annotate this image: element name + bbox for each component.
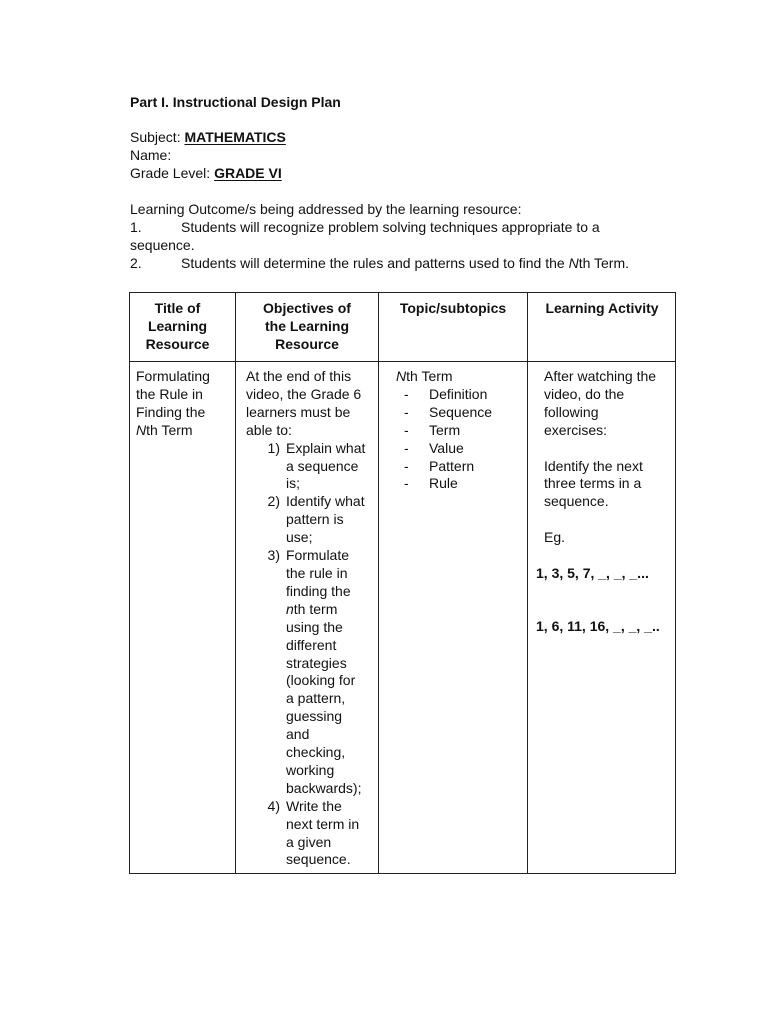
header-objectives: Objectives of the Learning Resource xyxy=(263,300,351,352)
topics-cell xyxy=(396,368,526,493)
name-label: Name: xyxy=(130,147,172,163)
subtopic-item: - Rule xyxy=(404,475,458,492)
grade-value: GRADE VI xyxy=(214,165,282,181)
grade-label: Grade Level: xyxy=(130,165,211,181)
instructional-plan-table xyxy=(129,292,676,874)
outcome-2-number: 2. xyxy=(130,255,142,271)
objective-item: 3) Formulate the rule in finding the nth term using the different strategies (looking for a pattern, guessing and checking, working backwards); xyxy=(267,547,362,796)
header-activity: Learning Activity xyxy=(545,300,659,316)
subject-label: Subject: xyxy=(130,129,181,145)
grade-line xyxy=(130,164,282,182)
outcome-2-text: Students will determine the rules and patterns used to find the Nth Term. xyxy=(181,255,630,271)
outcome-1-text: Students will recognize problem solving techniques appropriate to a xyxy=(181,219,600,235)
objective-item: 1) Explain what a sequence is; xyxy=(267,439,366,492)
header-topics: Topic/subtopics xyxy=(399,300,507,316)
title-cell: Formulating the Rule in Finding the Nth Term xyxy=(136,368,210,438)
subtopic-item: - Value xyxy=(404,439,464,456)
column-divider xyxy=(235,293,236,873)
column-divider xyxy=(527,293,528,873)
objective-item: 4) Write the next term in a given sequence. xyxy=(267,797,360,868)
subject-line xyxy=(130,128,286,146)
column-divider xyxy=(378,293,379,873)
header-title: Title of Learning Resource xyxy=(145,300,210,352)
sequence-example-2: 1, 6, 11, 16, _, _, _.. xyxy=(536,618,660,634)
subtopic-item: - Term xyxy=(404,421,461,438)
topic-main: Nth Term xyxy=(396,368,453,384)
subtopic-item: - Sequence xyxy=(404,403,493,420)
subtopic-item: - Definition xyxy=(404,385,488,402)
example-label: Eg. xyxy=(544,529,566,546)
part-title: Part I. Instructional Design Plan xyxy=(130,94,341,110)
subject-value: MATHEMATICS xyxy=(184,129,286,145)
objective-item: 2) Identify what pattern is use; xyxy=(267,493,365,546)
header-divider xyxy=(130,361,675,362)
outcomes-intro: Learning Outcome/s being addressed by the learning resource: xyxy=(130,201,522,217)
sequence-example-1: 1, 3, 5, 7, _, _, _... xyxy=(536,565,649,581)
outcome-1-text-cont: sequence. xyxy=(130,237,195,253)
objectives-cell: At the end of this video, the Grade 6 learners must be able to: 1) Explain what a sequence is; 2) Identify what pattern is use; 3) Formulate the rule in finding the nth term using the different strategies (looking for a pattern, guessing and checking, working backwards); 4) Write the next term in a given sequence. xyxy=(246,368,376,869)
subtopic-item: - Pattern xyxy=(404,457,475,474)
activity-cell: After watching the video, do the following exercises: Identify the next three terms in a sequence. Eg. xyxy=(544,368,676,547)
outcome-1-number: 1. xyxy=(130,219,142,235)
